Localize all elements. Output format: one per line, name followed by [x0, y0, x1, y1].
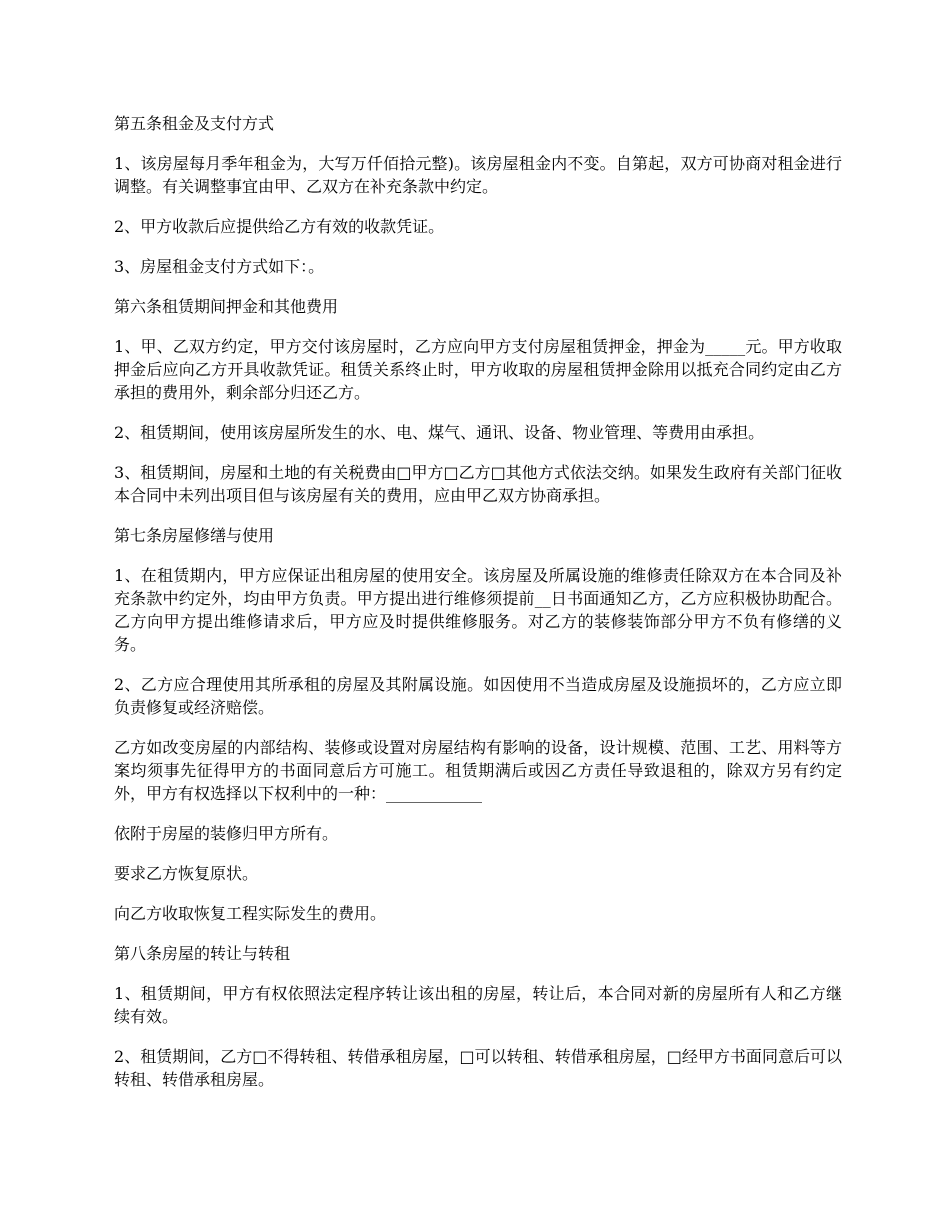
paragraph: 乙方如改变房屋的内部结构、装修或设置对房屋结构有影响的设备，设计规模、范围、工艺、用料等方案均须事先征得甲方的书面同意后方可施工。租赁期满后或因乙方责任导致退租的，除双方另有约定外，甲方有权选择以下权利中的一种：____________: [114, 738, 842, 803]
document-page: [114, 112, 842, 1108]
paragraph: 2、租赁期间，使用该房屋所发生的水、电、煤气、通讯、设备、物业管理、等费用由承担。: [114, 423, 765, 442]
paragraph: 2、乙方应合理使用其所承租的房屋及其附属设施。如因使用不当造成房屋及设施损坏的，乙方应立即负责修复或经济赔偿。: [114, 675, 842, 717]
section-heading-8: 第八条房屋的转让与转租: [114, 944, 291, 963]
paragraph: 3、租赁期间，房屋和土地的有关税费由□甲方□乙方□其他方式依法交纳。如果发生政府有关部门征收本合同中未列出项目但与该房屋有关的费用，应由甲乙双方协商承担。: [114, 463, 842, 505]
section-heading-5: 第五条租金及支付方式: [114, 114, 275, 133]
paragraph: 1、甲、乙双方约定，甲方交付该房屋时，乙方应向甲方支付房屋租赁押金，押金为_____元。甲方收取押金后应向乙方开具收款凭证。租赁关系终止时，甲方收取的房屋租赁押金除用以抵充合同约定由乙方承担的费用外，剩余部分归还乙方。: [114, 337, 842, 402]
paragraph: 1、该房屋每月季年租金为，大写万仟佰拾元整)。该房屋租金内不变。自第起，双方可协商对租金进行调整。有关调整事宜由甲、乙双方在补充条款中约定。: [114, 154, 842, 196]
paragraph: 2、租赁期间，乙方□不得转租、转借承租房屋，□可以转租、转借承租房屋，□经甲方书面同意后可以转租、转借承租房屋。: [114, 1047, 842, 1089]
paragraph: 1、租赁期间，甲方有权依照法定程序转让该出租的房屋，转让后，本合同对新的房屋所有人和乙方继续有效。: [114, 984, 842, 1026]
paragraph: 1、在租赁期内，甲方应保证出租房屋的使用安全。该房屋及所属设施的维修责任除双方在本合同及补充条款中约定外，均由甲方负责。甲方提出进行维修须提前__日书面通知乙方，乙方应积极协助配合。乙方向甲方提出维修请求后，甲方应及时提供维修服务。对乙方的装修装饰部分甲方不负有修缮的义务。: [114, 566, 842, 654]
section-heading-6: 第六条租赁期间押金和其他费用: [114, 297, 339, 316]
paragraph: 3、房屋租金支付方式如下：。: [114, 257, 325, 276]
section-heading-7: 第七条房屋修缮与使用: [114, 526, 275, 545]
paragraph: 要求乙方恢复原状。: [114, 864, 259, 883]
paragraph: 2、甲方收款后应提供给乙方有效的收款凭证。: [114, 217, 445, 236]
paragraph: 向乙方收取恢复工程实际发生的费用。: [114, 904, 387, 923]
paragraph: 依附于房屋的装修归甲方所有。: [114, 824, 339, 843]
